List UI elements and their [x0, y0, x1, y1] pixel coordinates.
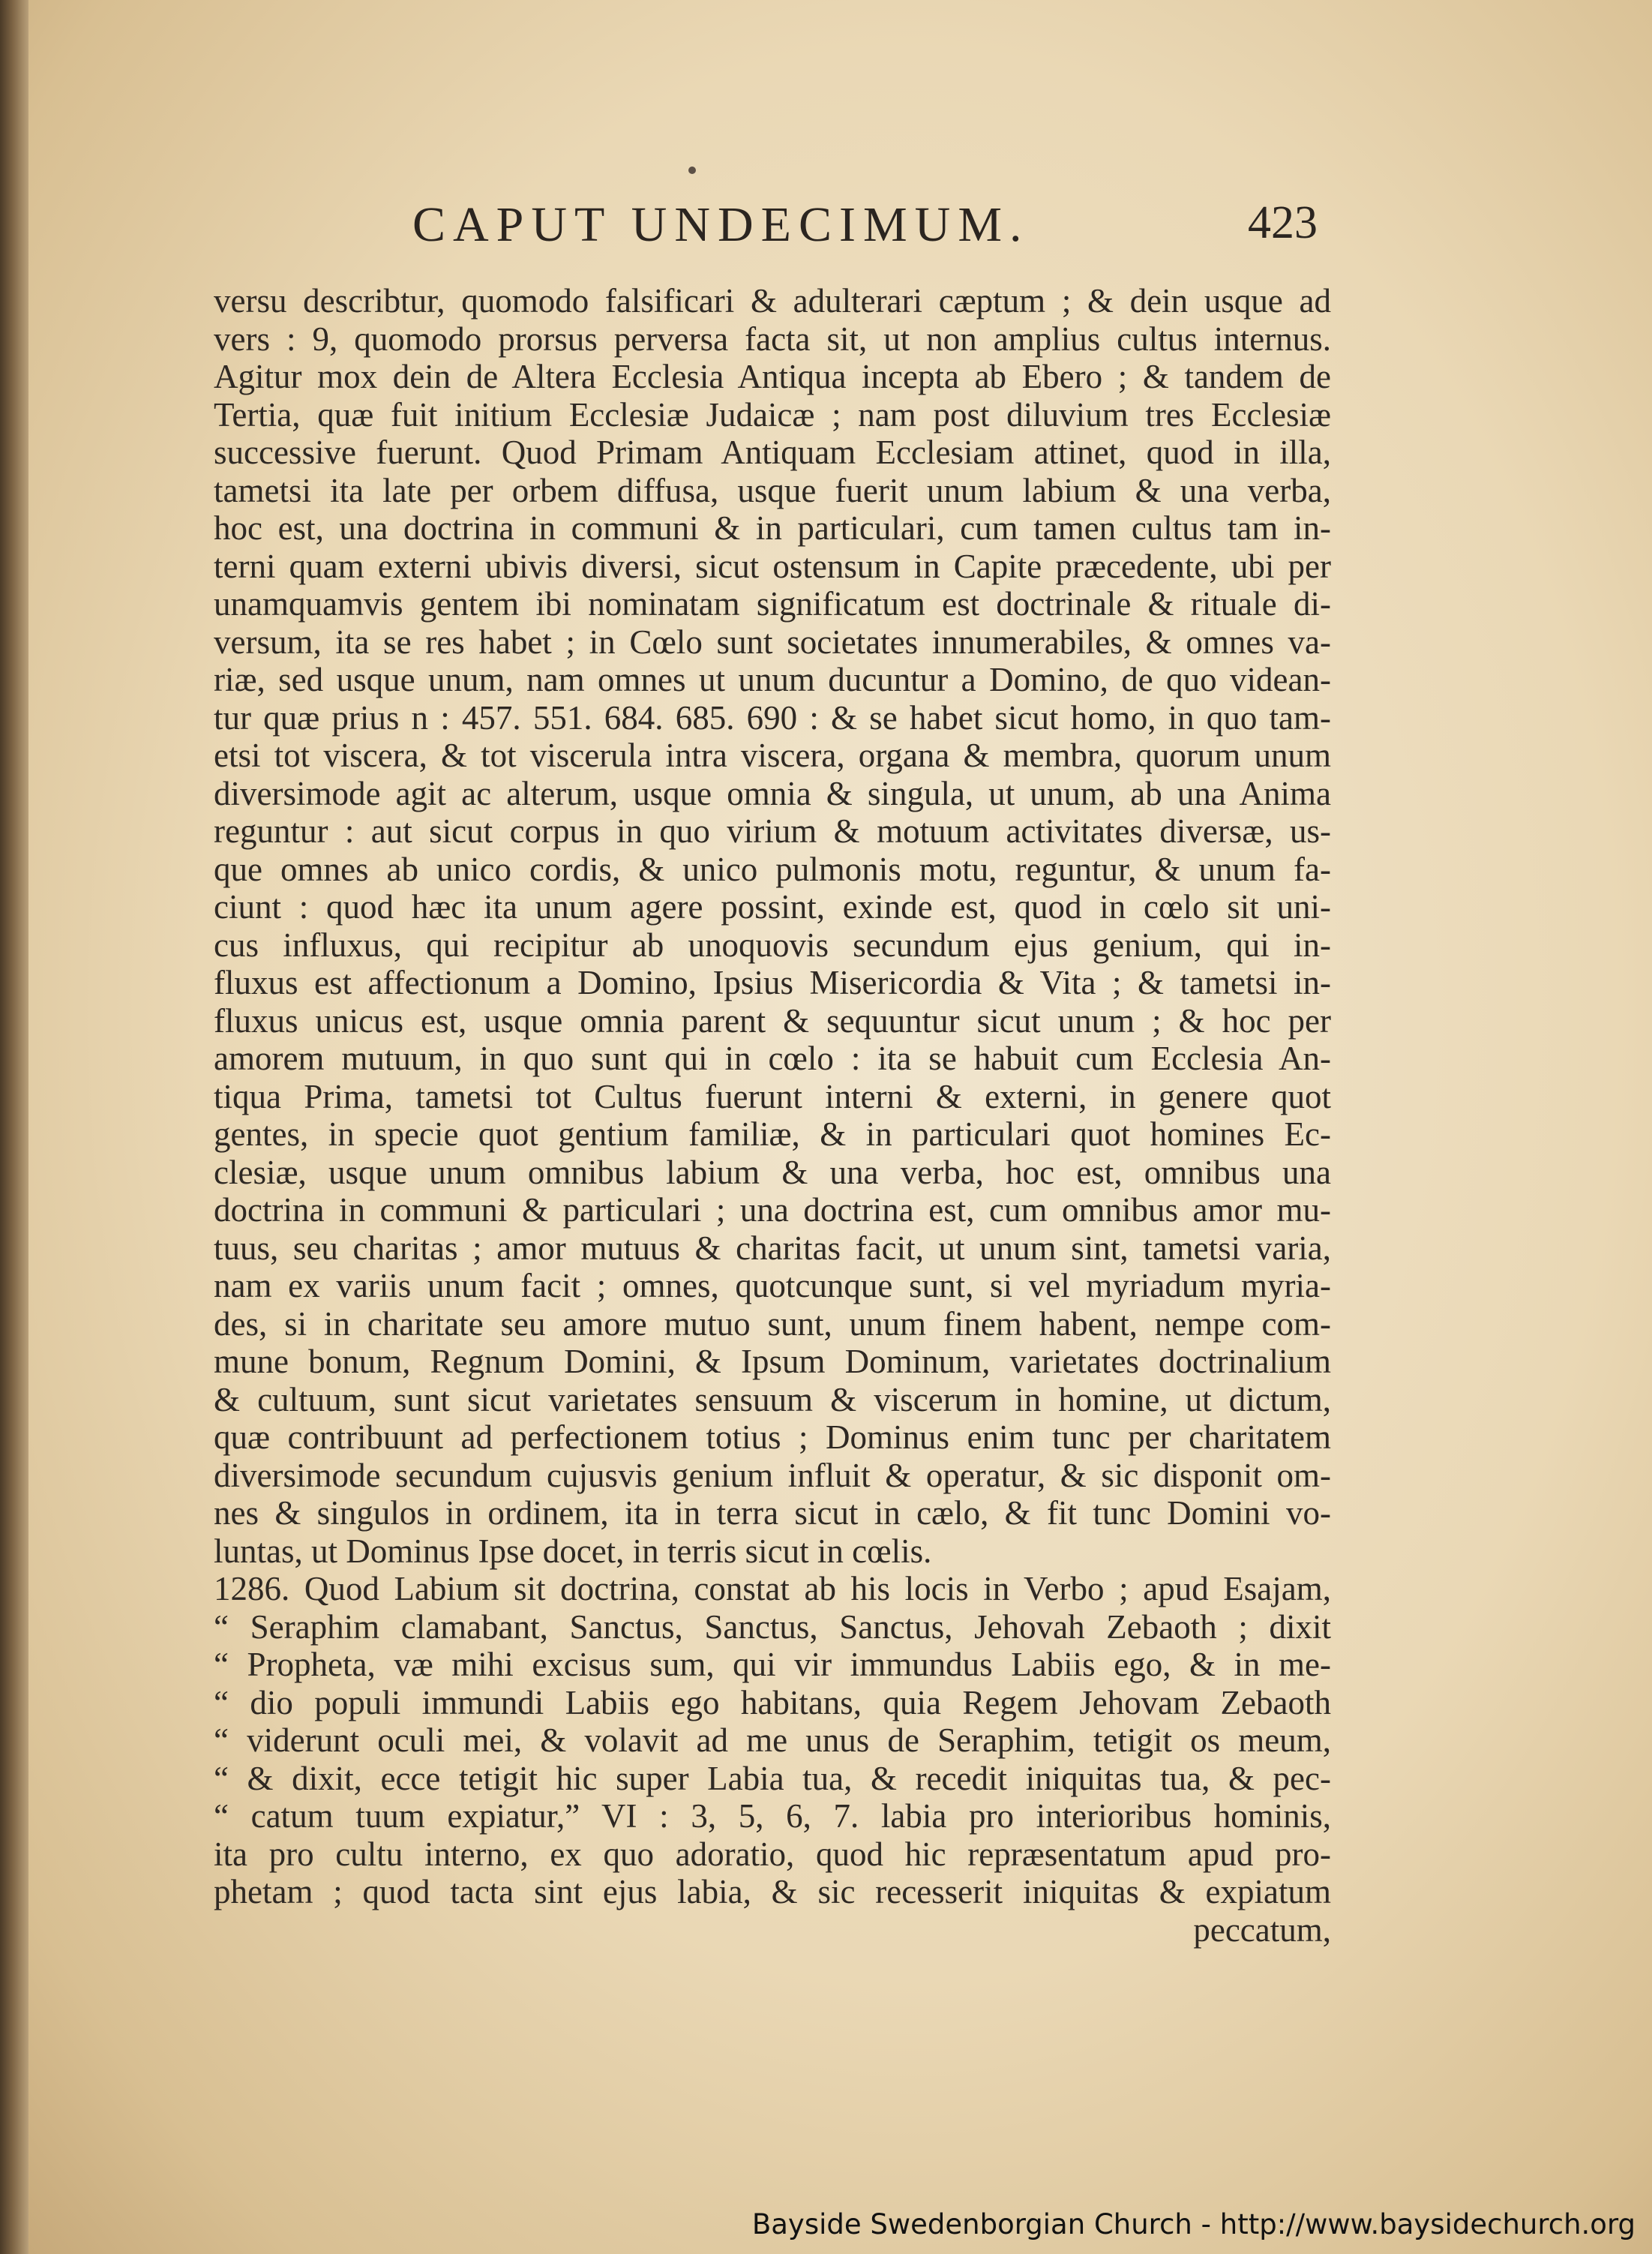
text-line: amorem mutuum, in quo sunt qui in cœlo : ita se habuit cum Ecclesia An- — [214, 1040, 1331, 1077]
text-line: gentes, in specie quot gentium familiæ, & in particulari quot homines Ec- — [214, 1115, 1331, 1153]
text-line: diversimode agit ac alterum, usque omnia & singula, ut unum, ab una Anima — [214, 774, 1331, 812]
text-line: quæ contribuunt ad perfectionem totius ; Dominus enim tunc per charitatem — [214, 1418, 1331, 1456]
text-line: successive fuerunt. Quod Primam Antiquam Ecclesiam attinet, quod in illa, — [214, 434, 1331, 471]
text-line: hoc est, una doctrina in communi & in particulari, cum tamen cultus tam in- — [214, 509, 1331, 547]
text-line: “ & dixit, ecce tetigit hic super Labia tua, & recedit iniquitas tua, & pec- — [214, 1759, 1331, 1797]
text-line: des, si in charitate seu amore mutuo sunt, unum finem habent, nempe com- — [214, 1304, 1331, 1343]
binding-gutter — [0, 0, 28, 2254]
text-line: ita pro cultu interno, ex quo adoratio, quod hic repræsentatum apud pro- — [214, 1835, 1331, 1873]
text-line: Agitur mox dein de Altera Ecclesia Antiqua incepta ab Ebero ; & tandem de — [214, 358, 1331, 395]
text-line: ciunt : quod hæc ita unum agere possint, exinde est, quod in cœlo sit uni- — [214, 888, 1331, 926]
text-line: nam ex variis unum facit ; omnes, quotcunque sunt, si vel myriadum myria- — [214, 1267, 1331, 1304]
text-line: luntas, ut Dominus Ipse docet, in terris sicut in cœlis. — [214, 1532, 932, 1570]
page-header — [0, 197, 1652, 264]
text-line: riæ, sed usque unum, nam omnes ut unum ducuntur a Domino, de quo videan- — [214, 661, 1331, 698]
text-line: etsi tot viscera, & tot viscerula intra viscera, organa & membra, quorum unum — [214, 737, 1331, 774]
page-number: 423 — [1248, 197, 1318, 248]
text-line: versum, ita se res habet ; in Cœlo sunt societates innumerabiles, & omnes va- — [214, 623, 1331, 661]
text-line: 1286. Quod Labium sit doctrina, constat ab his locis in Verbo ; apud Esajam, — [214, 1570, 1331, 1607]
text-line: reguntur : aut sicut corpus in quo virium & motuum activitates diversæ, us- — [214, 812, 1331, 850]
text-line: versu describtur, quomodo falsificari & adulterari cæptum ; & dein usque ad — [214, 282, 1331, 320]
text-line: nes & singulos in ordinem, ita in terra sicut in cælo, & fit tunc Domini vo- — [214, 1494, 1331, 1532]
text-line: vers : 9, quomodo prorsus perversa facta sit, ut non amplius cultus internus. — [214, 320, 1331, 358]
catchword: peccatum, — [1193, 1910, 1331, 1949]
text-line: terni quam externi ubivis diversi, sicut ostensum in Capite præcedente, ubi per — [214, 547, 1331, 585]
body-text — [214, 282, 1331, 1949]
text-line: “ catum tuum expiatur,” VI : 3, 5, 6, 7. labia pro interioribus hominis, — [214, 1797, 1331, 1835]
text-line: tur quæ prius n : 457. 551. 684. 685. 690 : & se habet sicut homo, in quo tam- — [214, 698, 1331, 737]
text-line: que omnes ab unico cordis, & unico pulmonis motu, reguntur, & unum fa- — [214, 850, 1331, 888]
text-line: doctrina in communi & particulari ; una doctrina est, cum omnibus amor mu- — [214, 1191, 1331, 1229]
text-line: mune bonum, Regnum Domini, & Ipsum Dominum, varietates doctrinalium — [214, 1343, 1331, 1380]
ink-dot — [688, 167, 696, 174]
text-line: Tertia, quæ fuit initium Ecclesiæ Judaicæ ; nam post diluvium tres Ecclesiæ — [214, 395, 1331, 434]
running-title: CAPUT UNDECIMUM. — [412, 197, 1030, 252]
text-line: tiqua Prima, tametsi tot Cultus fuerunt interni & externi, in genere quot — [214, 1077, 1331, 1115]
text-line: & cultuum, sunt sicut varietates sensuum & viscerum in homine, ut dictum, — [214, 1380, 1331, 1418]
text-line: “ dio populi immundi Labiis ego habitans, quia Regem Jehovam Zebaoth — [214, 1683, 1331, 1721]
text-line: “ Seraphim clamabant, Sanctus, Sanctus, Sanctus, Jehovah Zebaoth ; dixit — [214, 1607, 1331, 1646]
text-line: tuus, seu charitas ; amor mutuus & charitas facit, ut unum sint, tametsi varia, — [214, 1229, 1331, 1267]
text-line: “ viderunt oculi mei, & volavit ad me unus de Seraphim, tetigit os meum, — [214, 1721, 1331, 1759]
text-line: tametsi ita late per orbem diffusa, usque fuerit unum labium & una verba, — [214, 471, 1331, 509]
text-line: fluxus est affectionum a Domino, Ipsius Misericordia & Vita ; & tametsi in- — [214, 964, 1331, 1001]
text-line: cus influxus, qui recipitur ab unoquovis secundum ejus genium, qui in- — [214, 926, 1331, 964]
watermark-caption: Bayside Swedenborgian Church - http://www.baysidechurch.org — [751, 2208, 1636, 2240]
text-line: unamquamvis gentem ibi nominatam significatum est doctrinale & rituale di- — [214, 585, 1331, 623]
text-line: fluxus unicus est, usque omnia parent & sequuntur sicut unum ; & hoc per — [214, 1001, 1331, 1040]
text-line: “ Propheta, væ mihi excisus sum, qui vir immundus Labiis ego, & in me- — [214, 1646, 1331, 1683]
text-line: diversimode secundum cujusvis genium influit & operatur, & sic disponit om- — [214, 1456, 1331, 1494]
text-line: clesiæ, usque unum omnibus labium & una verba, hoc est, omnibus una — [214, 1153, 1331, 1191]
text-line: phetam ; quod tacta sint ejus labia, & sic recesserit iniquitas & expiatum — [214, 1873, 1331, 1910]
